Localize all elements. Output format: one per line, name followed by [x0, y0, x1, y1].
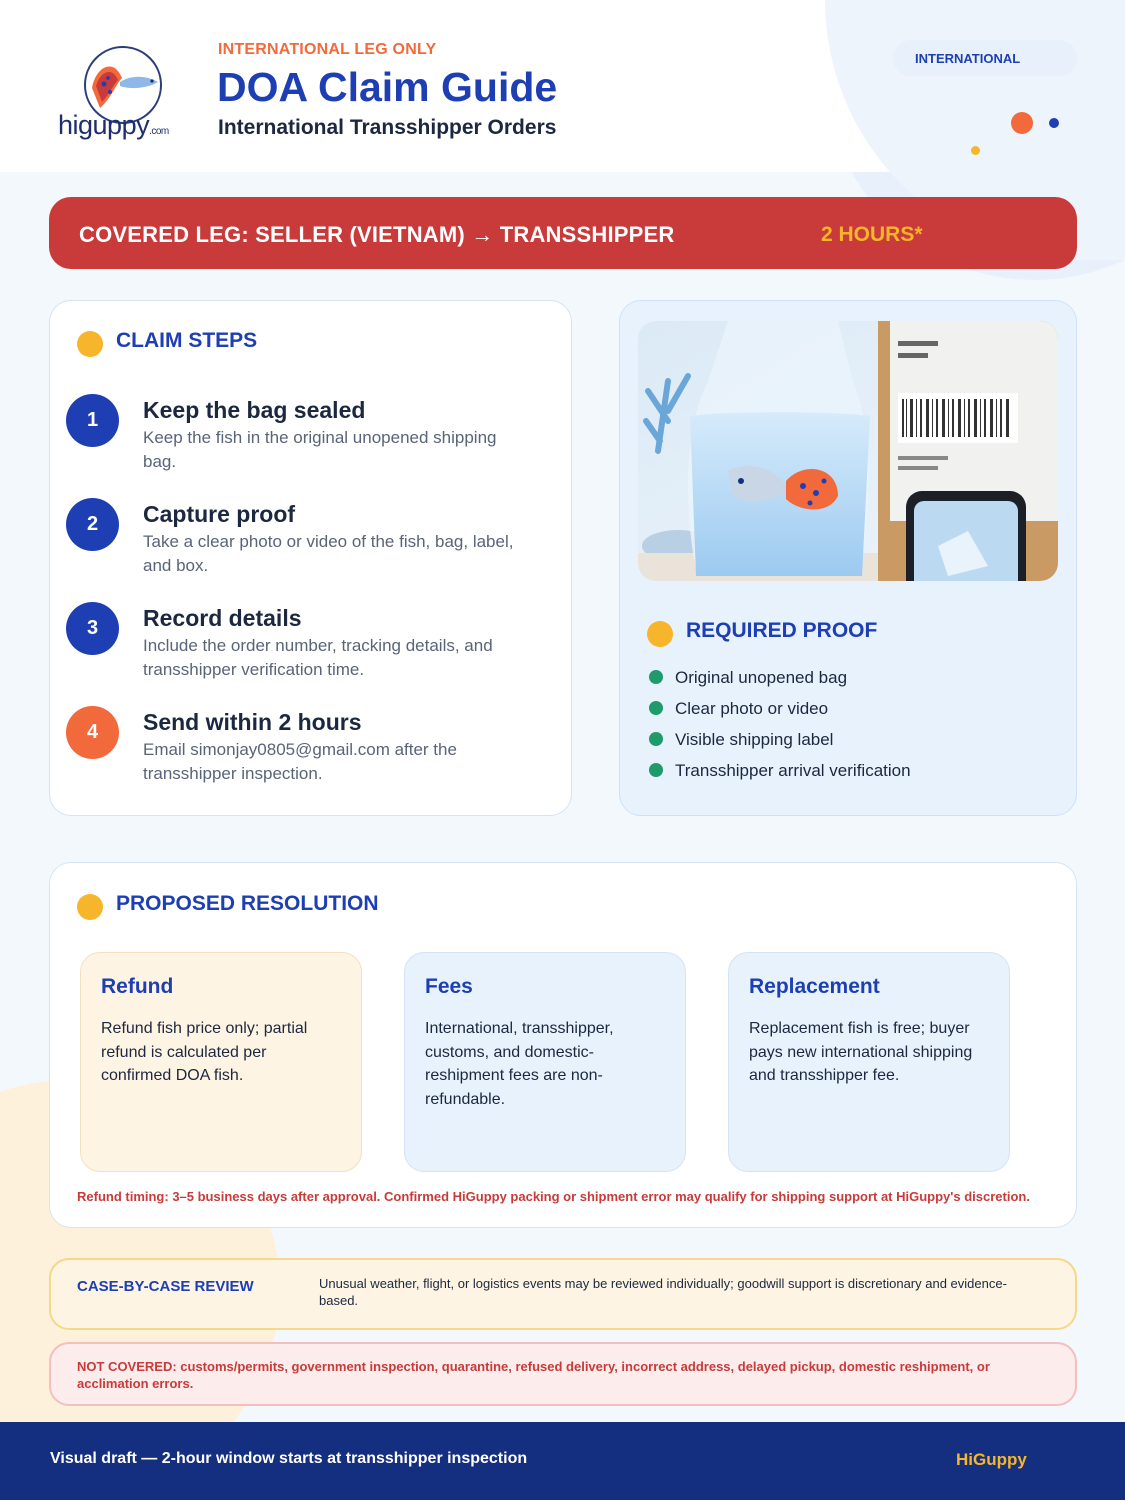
eyebrow-label: INTERNATIONAL LEG ONLY: [218, 41, 437, 58]
not-covered-box: [49, 1342, 1077, 1406]
logo-wordmark: higuppy.com: [58, 110, 169, 140]
page-subtitle: International Transshipper Orders: [218, 116, 557, 139]
bullet-icon: [649, 670, 663, 684]
section-marker-icon: [77, 331, 103, 357]
step-description: Keep the fish in the original unopened shipping bag.: [143, 428, 497, 471]
footer: [0, 1422, 1125, 1500]
refund-body: Refund fish price only; partial refund is calculated per confirmed DOA fish.: [101, 1020, 308, 1084]
step-title: Record details: [143, 605, 302, 631]
footer-brand: HiGuppy: [956, 1450, 1027, 1469]
decorative-dot: [1049, 118, 1059, 128]
bullet-icon: [649, 732, 663, 746]
fees-body: International, transshipper, customs, and domestic-reshipment fees are non-refundable.: [425, 1020, 614, 1108]
decorative-dot: [1011, 112, 1033, 134]
footer-note: Visual draft — 2-hour window starts at transshipper inspection: [50, 1450, 528, 1467]
proof-list-item: Original unopened bag: [649, 668, 847, 688]
page-title: DOA Claim Guide: [217, 64, 558, 110]
step-number: 1: [66, 394, 119, 447]
review-label: CASE-BY-CASE REVIEW: [77, 1278, 254, 1295]
proposed-resolution-title: PROPOSED RESOLUTION: [116, 892, 379, 915]
step-number: 2: [66, 498, 119, 551]
claim-steps-card: [49, 300, 572, 816]
refund-title: Refund: [101, 975, 174, 998]
step-title: Keep the bag sealed: [143, 397, 366, 423]
guppy-bag-illustration: [638, 321, 1058, 581]
claim-window-time: 2 HOURS*: [821, 223, 923, 246]
fees-box: [404, 952, 686, 1172]
header: [0, 0, 1125, 172]
refund-box: [80, 952, 362, 1172]
proposed-resolution-card: [49, 862, 1077, 1228]
covered-leg-label: COVERED LEG: SELLER (VIETNAM) → TRANSSHIPPER: [79, 222, 675, 247]
required-proof-card: [619, 300, 1077, 816]
replacement-title: Replacement: [749, 975, 880, 998]
required-proof-title: REQUIRED PROOF: [686, 619, 878, 642]
step-description: Take a clear photo or video of the fish, bag, label, and box.: [143, 532, 514, 575]
logo-suffix: .com: [149, 126, 169, 137]
review-text: Unusual weather, flight, or logistics events may be reviewed individually; goodwill support is discretionary and evidence-based.: [319, 1276, 1007, 1308]
proof-list-item: Clear photo or video: [649, 699, 828, 719]
proof-list-item: Transshipper arrival verification: [649, 761, 911, 781]
step-description: Email simonjay0805@gmail.com after the transshipper inspection.: [143, 740, 457, 783]
fees-title: Fees: [425, 975, 473, 998]
bullet-icon: [649, 701, 663, 715]
international-badge: INTERNATIONAL: [893, 40, 1077, 76]
step-description: Include the order number, tracking details, and transshipper verification time.: [143, 636, 493, 679]
decorative-dot: [971, 146, 980, 155]
step-number: 4: [66, 706, 119, 759]
not-covered-text: NOT COVERED: customs/permits, government inspection, quarantine, refused delivery, incorrect address, delayed pickup, domestic reshipment, or acclimation errors.: [77, 1359, 990, 1391]
bullet-icon: [649, 763, 663, 777]
refund-timing-note: Refund timing: 3–5 business days after approval. Confirmed HiGuppy packing or shipment error may qualify for shipping support at HiGuppy's discretion.: [77, 1189, 1030, 1204]
replacement-body: Replacement fish is free; buyer pays new international shipping and transshipper fee.: [749, 1020, 973, 1084]
step-title: Send within 2 hours: [143, 709, 362, 735]
covered-leg-banner: [49, 197, 1077, 269]
case-by-case-review-box: [49, 1258, 1077, 1330]
replacement-box: [728, 952, 1010, 1172]
higuppy-logo: [58, 44, 188, 152]
claim-steps-title: CLAIM STEPS: [116, 329, 258, 352]
section-marker-icon: [647, 621, 673, 647]
step-title: Capture proof: [143, 501, 296, 527]
proof-list-item: Visible shipping label: [649, 730, 833, 750]
step-number: 3: [66, 602, 119, 655]
section-marker-icon: [77, 894, 103, 920]
